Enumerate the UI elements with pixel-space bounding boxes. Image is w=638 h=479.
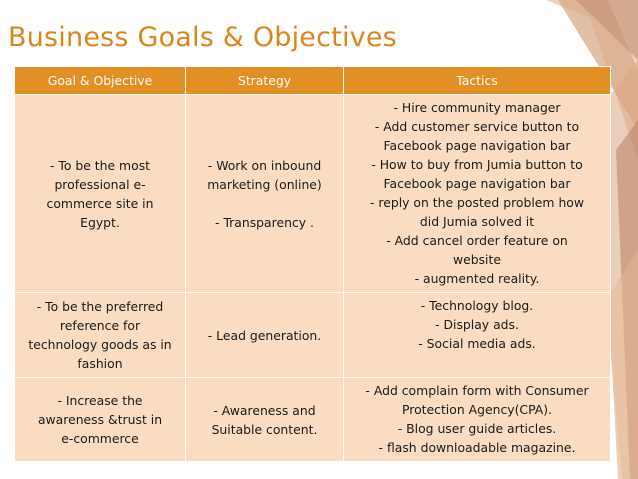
strategy-cell [186, 378, 344, 462]
table-header-row [15, 67, 611, 95]
cell-line: technology goods as in [28, 337, 172, 352]
cell-line: - Blog user guide articles. [397, 421, 557, 436]
cell-line: - Hire community manager [393, 100, 561, 115]
cell-line: e-commerce [61, 431, 139, 446]
cell-line: - To be the preferred [36, 299, 164, 314]
cell-line: Facebook page navigation bar [383, 138, 571, 153]
cell-line: professional e- [54, 176, 146, 192]
cell-line: Suitable content. [211, 421, 318, 437]
cell-line: commerce site in [46, 195, 154, 211]
cell-line: Protection Agency(CPA). [402, 402, 552, 417]
cell-line: Facebook page navigation bar [383, 176, 571, 191]
cell-line: - Increase the [57, 393, 143, 408]
cell-line: - Add customer service button to [374, 119, 580, 134]
cell-line: Egypt. [80, 214, 120, 230]
goal-cell [15, 378, 186, 462]
tactics-cell [344, 378, 611, 462]
cell-line: - reply on the posted problem how [369, 195, 585, 210]
cell-line: - Awareness and [213, 402, 316, 418]
cell-line: - To be the most [49, 157, 151, 173]
cell-line: - Technology blog. [420, 298, 534, 313]
cell-line: - Display ads. [435, 317, 519, 332]
cell-line: - Add cancel order feature on [386, 233, 568, 248]
slide-title: Business Goals & Objectives [8, 22, 397, 53]
table-row [15, 378, 611, 462]
cell-line: - How to buy from Jumia button to [371, 157, 583, 172]
cell-line: fashion [77, 356, 123, 371]
cell-line: - Social media ads. [418, 336, 536, 351]
cell-line: website [452, 252, 501, 267]
cell-line: did Jumia solved it [419, 214, 535, 229]
header-goal: Goal & Objective [15, 67, 186, 95]
cell-line: - Transparency . [215, 214, 314, 230]
tactics-cell [344, 95, 611, 293]
header-strategy: Strategy [186, 67, 344, 95]
goal-cell [15, 293, 186, 378]
cell-line: - flash downloadable magazine. [378, 440, 576, 455]
cell-line: - Add complain form with Consumer [365, 383, 589, 398]
cell-line: - Lead generation. [207, 327, 322, 343]
cell-line: marketing (online) [207, 176, 322, 192]
goals-table [14, 66, 611, 462]
goal-cell [15, 95, 186, 293]
strategy-cell [186, 95, 344, 293]
cell-line: reference for [59, 318, 141, 333]
cell-line: - augmented reality. [414, 271, 540, 286]
cell-line: - Work on inbound [207, 157, 322, 173]
blank-line [192, 194, 337, 213]
tactics-cell [344, 293, 611, 378]
header-tactics: Tactics [344, 67, 611, 95]
table-row [15, 95, 611, 293]
strategy-cell [186, 293, 344, 378]
table-row [15, 293, 611, 378]
cell-line: awareness &trust in [37, 412, 163, 427]
